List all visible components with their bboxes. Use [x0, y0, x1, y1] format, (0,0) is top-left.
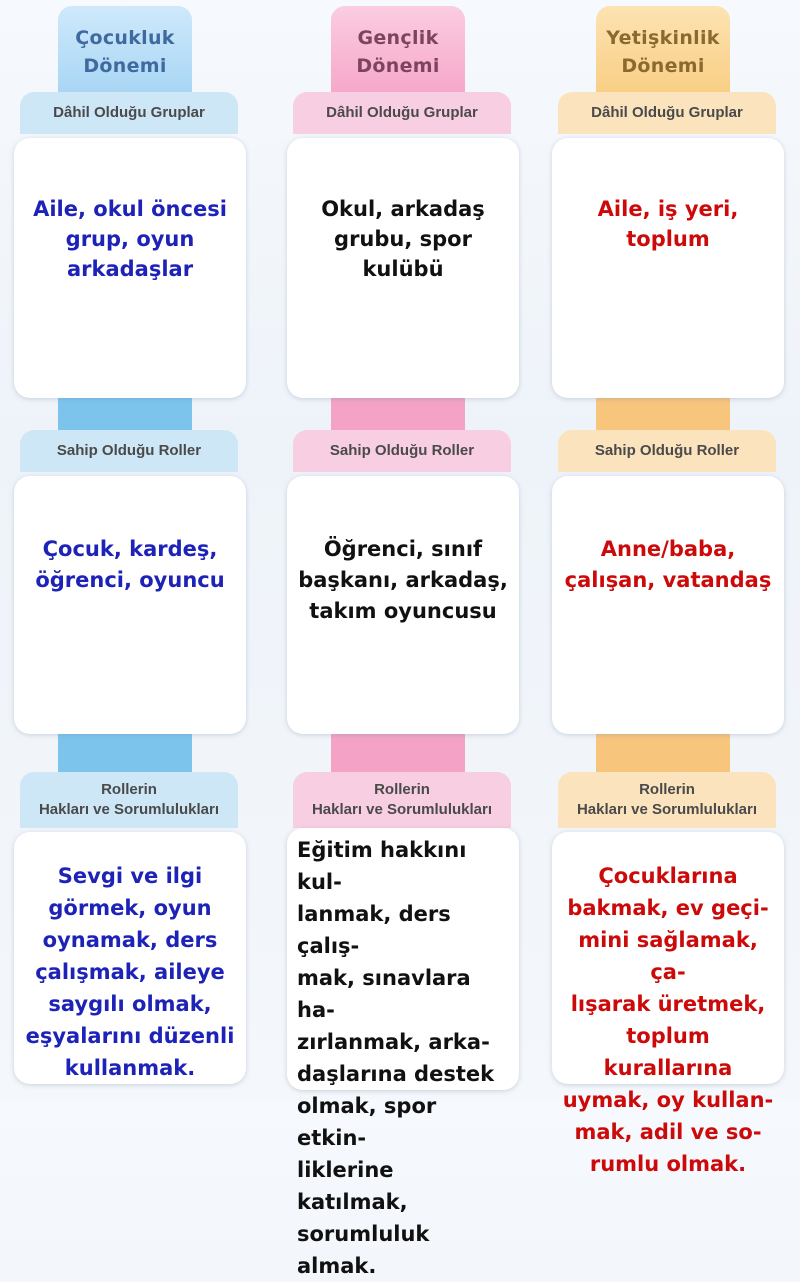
- roles-label: Sahip Olduğu Roller: [558, 430, 776, 472]
- column-childhood: [14, 0, 246, 1100]
- period-title: Yetişkinlik Dönemi: [606, 27, 720, 77]
- groups-label: Dâhil Olduğu Gruplar: [293, 92, 511, 134]
- roles-card: [287, 476, 519, 734]
- period-title-tab: [58, 6, 192, 92]
- groups-card: [287, 138, 519, 398]
- groups-text: Aile, iş yeri, toplum: [597, 197, 739, 251]
- roles-card: [14, 476, 246, 734]
- roles-card: [552, 476, 784, 734]
- roles-text: Anne/baba, çalışan, vatandaş: [564, 537, 772, 592]
- period-title-tab: [596, 6, 730, 92]
- rights-card: [552, 832, 784, 1176]
- groups-text: Okul, arkadaş grubu, spor kulübü: [321, 197, 485, 281]
- rights-label: Rollerin Hakları ve Sorumlulukları: [20, 772, 238, 828]
- rights-card: [14, 832, 246, 1084]
- groups-card: [552, 138, 784, 398]
- roles-text: Çocuk, kardeş, öğrenci, oyuncu: [35, 537, 225, 592]
- column-youth: [287, 0, 519, 1278]
- roles-label: Sahip Olduğu Roller: [20, 430, 238, 472]
- rights-label: Rollerin Hakları ve Sorumlulukları: [558, 772, 776, 828]
- rights-text: Çocuklarına bakmak, ev geçi- mini sağlamak, ça- lışarak üretmek, toplum kurallarına uymak, oy kullan- mak, adil ve so- rumlu olmak.: [562, 864, 774, 1176]
- period-title: Gençlik Dönemi: [356, 27, 440, 77]
- period-title: Çocukluk Dönemi: [75, 27, 175, 77]
- column-adulthood: [552, 0, 784, 1176]
- groups-text: Aile, okul öncesi grup, oyun arkadaşlar: [33, 197, 227, 281]
- groups-label: Dâhil Olduğu Gruplar: [558, 92, 776, 134]
- groups-card: [14, 138, 246, 398]
- roles-label: Sahip Olduğu Roller: [293, 430, 511, 472]
- rights-card: [287, 828, 519, 1278]
- roles-text: Öğrenci, sınıf başkanı, arkadaş, takım oyuncusu: [298, 537, 508, 623]
- groups-label: Dâhil Olduğu Gruplar: [20, 92, 238, 134]
- rights-text: Eğitim hakkını kul- lanmak, ders çalış- mak, sınavlara ha- zırlanmak, arka- daşlarına destek olmak, spor etkin- liklerine katılmak, sorumluluk almak.: [297, 838, 495, 1278]
- rights-text: Sevgi ve ilgi görmek, oyun oynamak, ders çalışmak, aileye saygılı olmak, eşyalarını düzenli kullanmak.: [25, 864, 235, 1080]
- period-title-tab: [331, 6, 465, 92]
- rights-label: Rollerin Hakları ve Sorumlulukları: [293, 772, 511, 828]
